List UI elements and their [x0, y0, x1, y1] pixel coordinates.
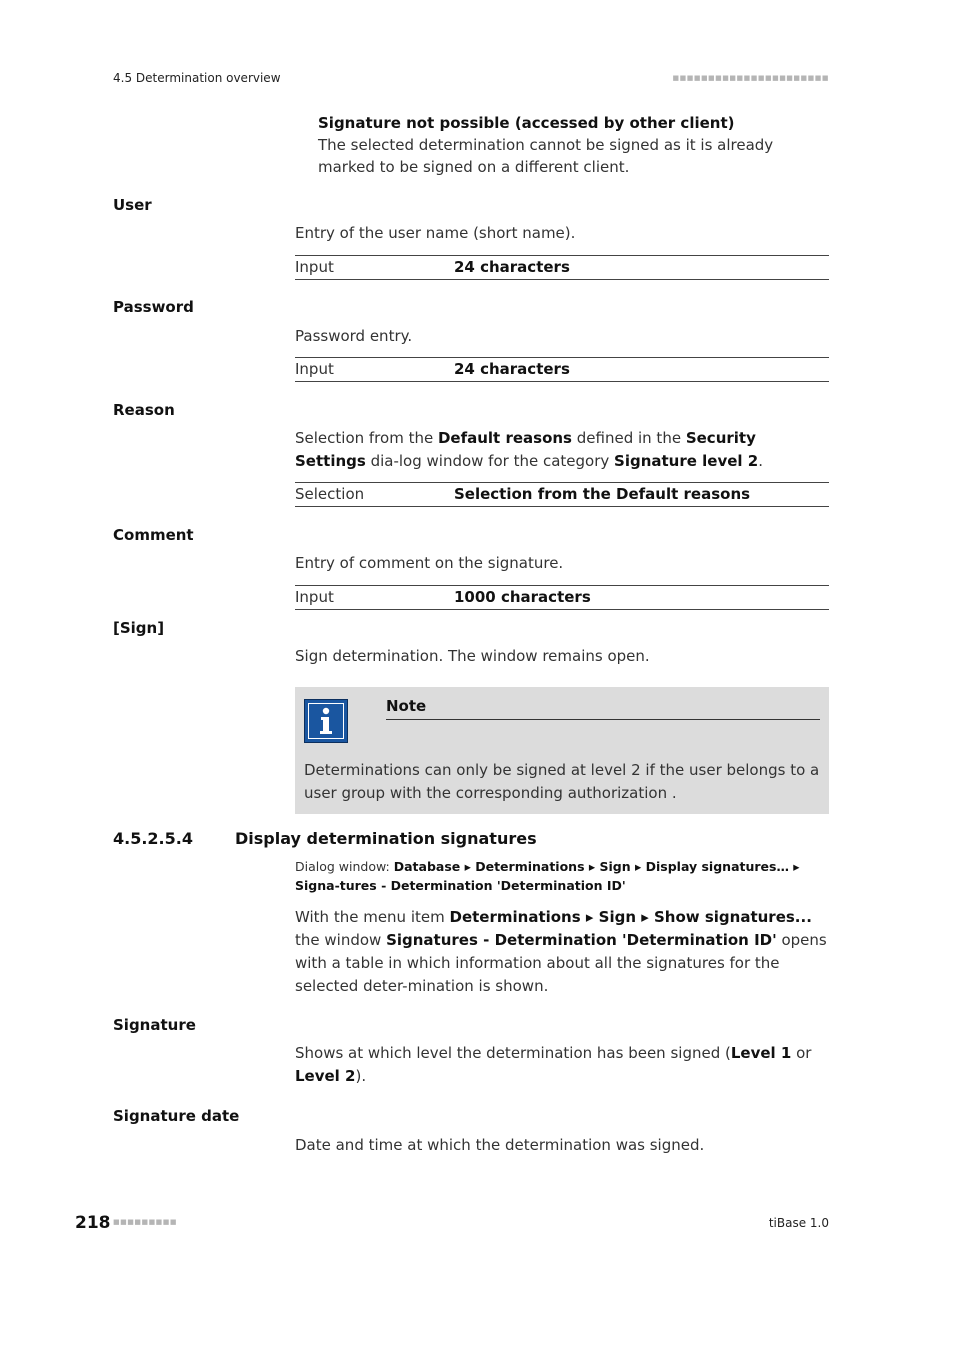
- param-value: 24 characters: [454, 360, 570, 378]
- section-number: 4.5.2.5.4: [113, 829, 193, 848]
- product-name: tiBase 1.0: [768, 1216, 829, 1230]
- note-text: Determinations can only be signed at level 2 if the user belongs to a user group with the corresponding authorization .: [304, 761, 820, 802]
- info-icon: [304, 699, 348, 743]
- reason-param-table: [295, 482, 829, 507]
- comment-description: Entry of comment on the signature.: [295, 554, 564, 572]
- header-dots: ■■■■■■■■■■■■■■■■■■■■■■: [672, 74, 829, 82]
- param-value: 1000 characters: [454, 588, 591, 606]
- param-value: Selection from the Default reasons: [454, 485, 751, 503]
- reason-label: Reason: [113, 401, 175, 419]
- param-key: Selection: [295, 485, 365, 503]
- param-value: 24 characters: [454, 258, 570, 276]
- note-title: Note: [386, 697, 427, 715]
- section-title: Display determination signatures: [235, 829, 537, 848]
- note-divider: [386, 719, 820, 720]
- footer-dots: ■■■■■■■■■: [113, 1218, 178, 1226]
- user-param-table: [295, 255, 829, 280]
- running-header: 4.5 Determination overview: [113, 71, 281, 85]
- dialog-path: Dialog window: Database ▸ Determinations ▸ Sign ▸ Display signatures… ▸ Signa-tures - Determination 'Determination ID': [295, 859, 800, 893]
- sign-description: Sign determination. The window remains open.: [295, 647, 650, 665]
- intro-text: The selected determination cannot be signed as it is already marked to be signed on a different client.: [318, 136, 774, 176]
- note-box: [295, 687, 829, 814]
- password-param-table: [295, 357, 829, 382]
- page-number: 218: [75, 1213, 111, 1233]
- intro-block: [318, 114, 830, 178]
- param-key: Input: [295, 588, 334, 606]
- sign-label: [Sign]: [113, 619, 165, 637]
- intro-title: Signature not possible (accessed by other client): [318, 114, 735, 132]
- signature-label: Signature: [113, 1016, 196, 1034]
- signature-description: Shows at which level the determination has been signed (Level 1 or Level 2).: [295, 1044, 812, 1085]
- user-description: Entry of the user name (short name).: [295, 224, 576, 242]
- signature-date-label: Signature date: [113, 1107, 240, 1125]
- param-key: Input: [295, 360, 334, 378]
- user-label: User: [113, 196, 152, 214]
- password-description: Password entry.: [295, 327, 413, 345]
- comment-param-table: [295, 585, 829, 610]
- password-label: Password: [113, 298, 194, 316]
- signature-date-description: Date and time at which the determination was signed.: [295, 1136, 705, 1154]
- reason-description: Selection from the Default reasons defined in the Security Settings dia-log window for the category Signature level 2.: [295, 429, 764, 470]
- section-paragraph: With the menu item Determinations ▸ Sign ▸ Show signatures... the window Signatures - Determination 'Determination ID' opens with a table in which information about all the signatures for the selected deter-mination is shown.: [295, 908, 827, 995]
- param-key: Input: [295, 258, 334, 276]
- comment-label: Comment: [113, 526, 194, 544]
